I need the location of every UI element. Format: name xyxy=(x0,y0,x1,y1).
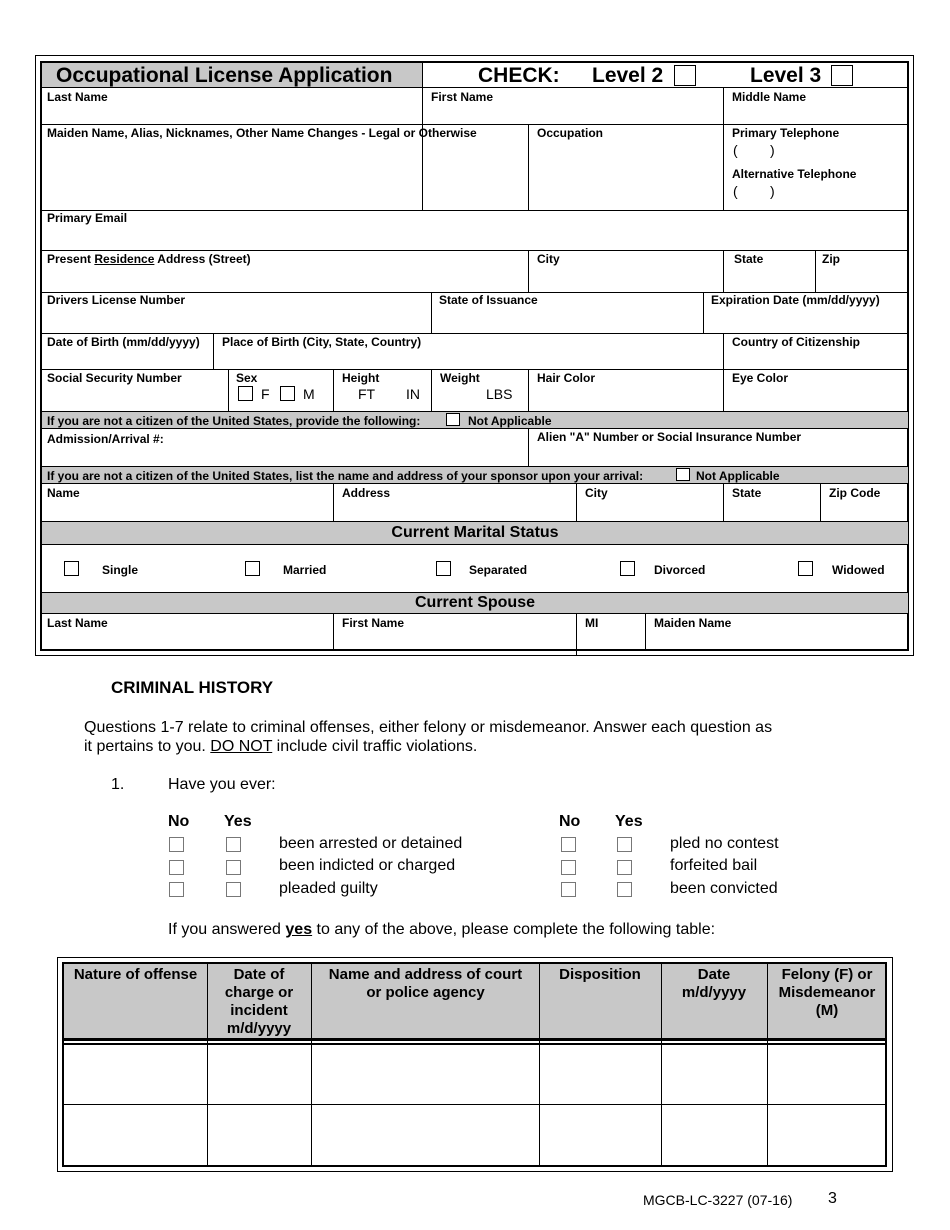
right-no-header: No xyxy=(559,813,581,830)
marital-separated-checkbox[interactable] xyxy=(436,561,451,576)
residence-address-label: Present Residence Address (Street) xyxy=(47,252,251,266)
q1-nocontest-no-checkbox[interactable] xyxy=(561,837,576,852)
q1-convicted-no-checkbox[interactable] xyxy=(561,882,576,897)
last-name-label: Last Name xyxy=(47,90,108,104)
col-disposition: Disposition xyxy=(559,966,641,983)
level3-label: Level 3 xyxy=(750,64,822,87)
marital-married-checkbox[interactable] xyxy=(245,561,260,576)
q1-guilty-text: pleaded guilty xyxy=(279,880,378,897)
ssn-label: Social Security Number xyxy=(47,371,182,385)
expiration-date-label: Expiration Date (mm/dd/yyyy) xyxy=(711,293,880,307)
sex-m-checkbox[interactable] xyxy=(280,386,295,401)
alt-phone-paren-open: ( xyxy=(733,183,738,199)
offense-row-2 xyxy=(64,1105,885,1165)
form-title: Occupational License Application xyxy=(56,64,393,87)
follow-up-instruction: If you answered yes to any of the above, please complete the following table: xyxy=(168,921,716,938)
offense-row-1 xyxy=(64,1045,885,1104)
state-label: State xyxy=(734,252,764,266)
marital-separated-label: Separated xyxy=(469,563,528,577)
spouse-mi-label: MI xyxy=(585,616,599,630)
marital-widowed-checkbox[interactable] xyxy=(798,561,813,576)
eye-color-label: Eye Color xyxy=(732,371,789,385)
q1-arrested-no-checkbox[interactable] xyxy=(169,837,184,852)
criminal-intro-line1: Questions 1-7 relate to criminal offenses, either felony or misdemeanor. Answer each question as xyxy=(84,719,773,736)
first-name-label: First Name xyxy=(431,90,494,104)
sponsor-city-label: City xyxy=(585,486,608,500)
q1-nocontest-yes-checkbox[interactable] xyxy=(617,837,632,852)
q1-guilty-yes-checkbox[interactable] xyxy=(226,882,241,897)
form-code: MGCB-LC-3227 (07-16) xyxy=(643,1192,793,1208)
drivers-license-label: Drivers License Number xyxy=(47,293,186,307)
q1-convicted-yes-checkbox[interactable] xyxy=(617,882,632,897)
level2-label: Level 2 xyxy=(592,64,664,87)
col-nature-of-offense: Nature of offense xyxy=(73,966,198,983)
weight-label: Weight xyxy=(440,371,480,385)
primary-telephone-label: Primary Telephone xyxy=(732,126,840,140)
spouse-first-name-label: First Name xyxy=(342,616,405,630)
middle-name-label: Middle Name xyxy=(732,90,807,104)
q1-guilty-no-checkbox[interactable] xyxy=(169,882,184,897)
height-label: Height xyxy=(342,371,380,385)
alternative-telephone-label: Alternative Telephone xyxy=(732,167,857,181)
marital-widowed-label: Widowed xyxy=(832,563,885,577)
spouse-maiden-name-label: Maiden Name xyxy=(654,616,732,630)
sex-label: Sex xyxy=(236,371,258,385)
sponsor-zip-label: Zip Code xyxy=(829,486,881,500)
alt-phone-paren-close: ) xyxy=(770,183,775,199)
city-label: City xyxy=(537,252,560,266)
level2-checkbox[interactable] xyxy=(674,65,696,86)
marital-status-header: Current Marital Status xyxy=(391,524,559,541)
col-date: Date m/d/yyyy xyxy=(681,966,747,1001)
question-number: 1. xyxy=(111,776,125,793)
sex-f-label: F xyxy=(261,386,270,402)
admission-label: Admission/Arrival #: xyxy=(47,432,164,446)
left-yes-header: Yes xyxy=(224,813,252,830)
right-yes-header: Yes xyxy=(615,813,643,830)
q1-arrested-yes-checkbox[interactable] xyxy=(226,837,241,852)
marital-divorced-label: Divorced xyxy=(654,563,706,577)
marital-divorced-checkbox[interactable] xyxy=(620,561,635,576)
q1-indicted-no-checkbox[interactable] xyxy=(169,860,184,875)
sponsor-text: If you are not a citizen of the United States, list the name and address of your sponsor upon your arrival: xyxy=(47,469,644,483)
level3-checkbox[interactable] xyxy=(831,65,853,86)
q1-arrested-text: been arrested or detained xyxy=(279,835,463,852)
noncitizen-na-label: Not Applicable xyxy=(468,414,552,428)
primary-phone-paren-close: ) xyxy=(770,142,775,158)
date-of-birth-label: Date of Birth (mm/dd/yyyy) xyxy=(47,335,200,349)
height-ft-label: FT xyxy=(358,386,376,402)
marital-single-checkbox[interactable] xyxy=(64,561,79,576)
criminal-history-heading: CRIMINAL HISTORY xyxy=(111,678,274,697)
sponsor-na-label: Not Applicable xyxy=(696,469,780,483)
col-felony-misdemeanor: Felony (F) or Misdemeanor (M) xyxy=(778,966,876,1019)
q1-convicted-text: been convicted xyxy=(670,880,778,897)
primary-email-label: Primary Email xyxy=(47,211,128,225)
q1-forfeited-yes-checkbox[interactable] xyxy=(617,860,632,875)
q1-nocontest-text: pled no contest xyxy=(670,835,779,852)
col-date-of-charge: Date of charge or incident m/d/yyyy xyxy=(224,966,294,1037)
primary-phone-paren-open: ( xyxy=(733,142,738,158)
country-of-citizenship-label: Country of Citizenship xyxy=(732,335,860,349)
spouse-last-name-label: Last Name xyxy=(47,616,108,630)
check-label: CHECK: xyxy=(478,64,560,87)
alien-number-label: Alien "A" Number or Social Insurance Number xyxy=(537,430,802,444)
sponsor-name-label: Name xyxy=(47,486,80,500)
hair-color-label: Hair Color xyxy=(537,371,596,385)
sponsor-state-label: State xyxy=(732,486,762,500)
noncitizen-text: If you are not a citizen of the United States, provide the following: xyxy=(47,414,421,428)
marital-single-label: Single xyxy=(102,563,139,577)
q1-indicted-text: been indicted or charged xyxy=(279,857,456,874)
state-of-issuance-label: State of Issuance xyxy=(439,293,538,307)
col-court-agency: Name and address of court or police agency xyxy=(328,966,523,1001)
weight-lbs-label: LBS xyxy=(486,386,513,402)
q1-forfeited-text: forfeited bail xyxy=(670,857,758,874)
sponsor-address-label: Address xyxy=(342,486,391,500)
marital-married-label: Married xyxy=(283,563,327,577)
current-spouse-header: Current Spouse xyxy=(414,594,535,611)
criminal-intro-line2: it pertains to you. DO NOT include civil traffic violations. xyxy=(84,738,478,755)
left-no-header: No xyxy=(168,813,190,830)
q1-indicted-yes-checkbox[interactable] xyxy=(226,860,241,875)
question-text: Have you ever: xyxy=(168,776,276,793)
height-in-label: IN xyxy=(406,386,420,402)
page-number: 3 xyxy=(828,1190,837,1207)
noncitizen-na-checkbox[interactable] xyxy=(446,413,460,426)
sex-f-checkbox[interactable] xyxy=(238,386,253,401)
q1-forfeited-no-checkbox[interactable] xyxy=(561,860,576,875)
place-of-birth-label: Place of Birth (City, State, Country) xyxy=(222,335,422,349)
sponsor-na-checkbox[interactable] xyxy=(676,468,690,481)
sex-m-label: M xyxy=(303,386,315,402)
occupation-label: Occupation xyxy=(537,126,604,140)
zip-label: Zip xyxy=(822,252,840,266)
maiden-name-label: Maiden Name, Alias, Nicknames, Other Name Changes - Legal or Otherwise xyxy=(47,126,477,140)
